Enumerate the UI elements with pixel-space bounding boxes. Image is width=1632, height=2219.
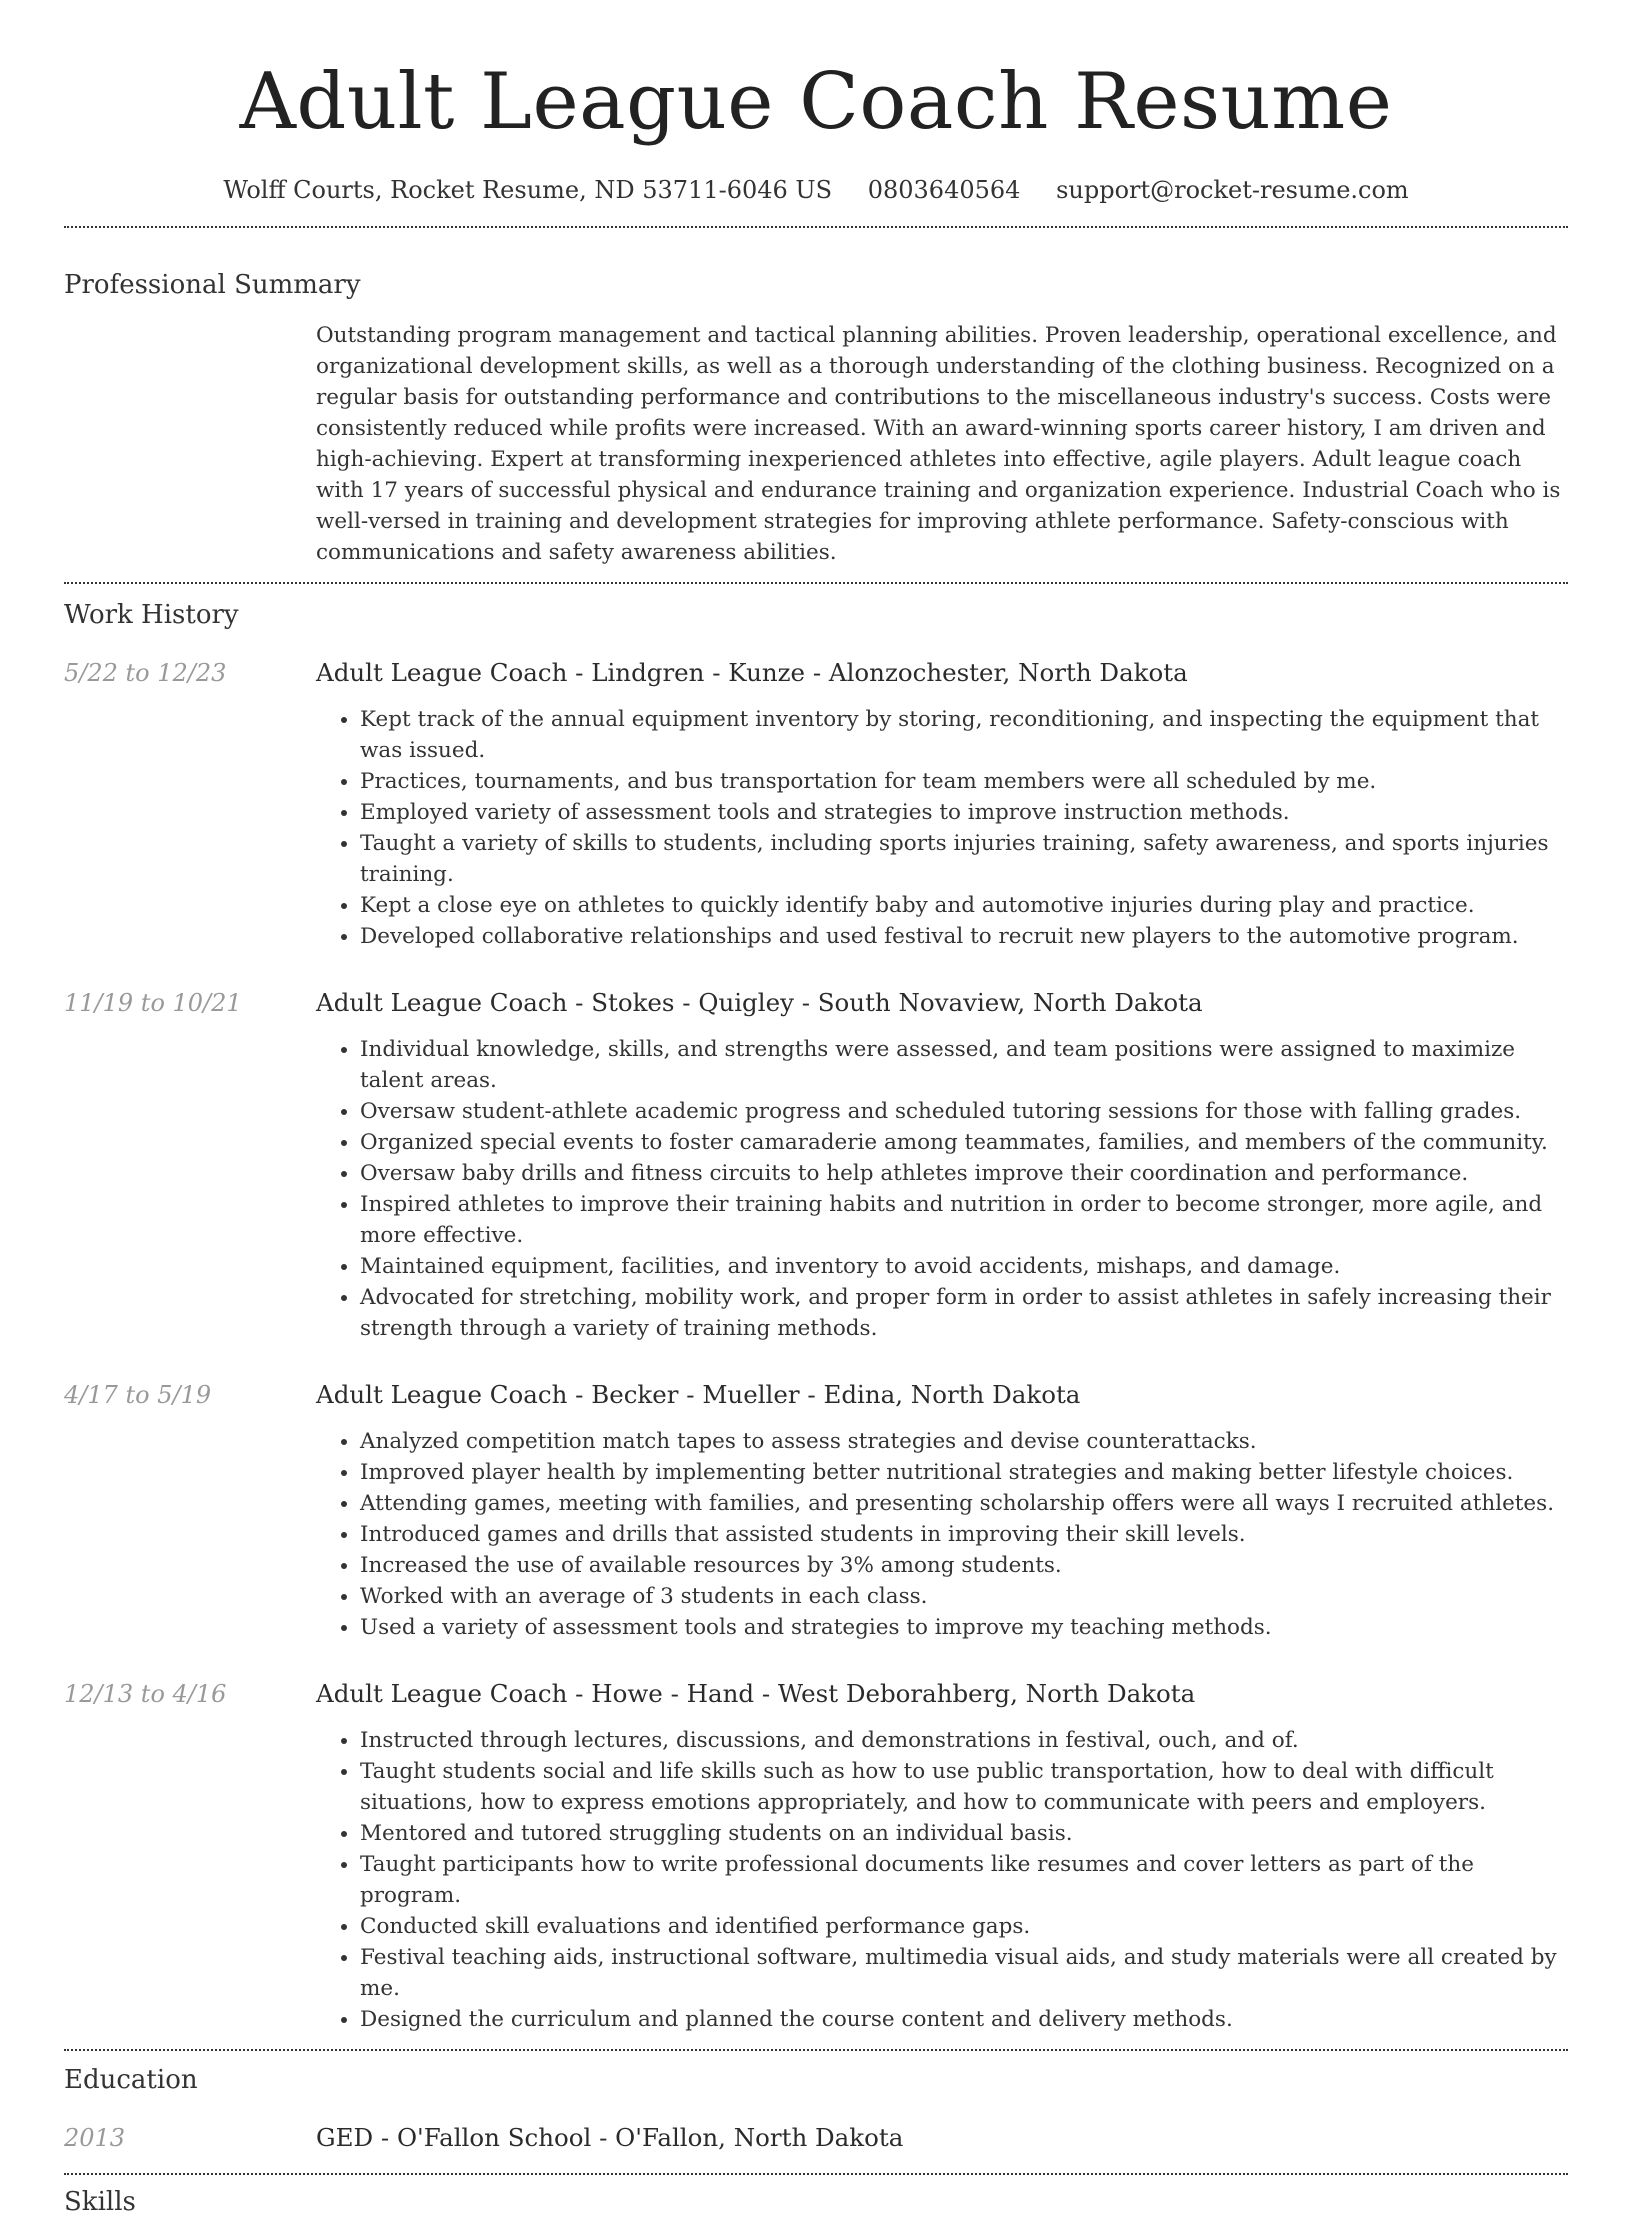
contact-line	[64, 174, 1568, 206]
job-dates: 12/13 to 4/16	[64, 1680, 227, 1708]
job-bullet: • Organized special events to foster camaraderie among teammates, families, and members of the community.	[360, 1127, 1568, 1158]
job-entry	[64, 986, 1568, 1344]
job-entry	[64, 1378, 1568, 1643]
job-bullet: • Worked with an average of 3 students in each class.	[360, 1581, 1568, 1612]
education-body	[316, 2121, 1568, 2155]
job-bullet: • Improved player health by implementing better nutritional strategies and making better lifestyle choices.	[360, 1457, 1568, 1488]
summary-text: Outstanding program management and tactical planning abilities. Proven leadership, operational excellence, and organizational development skills, as well as a thorough understanding of the clothing business. Recognized on a regular basis for outstanding performance and contributions to the miscellaneous industry's success. Costs were consistently reduced while profits were increased. With an award-winning sports career history, I am driven and high-achieving. Expert at transforming inexperienced athletes into effective, agile players. Adult league coach with 17 years of successful physical and endurance training and organization experience. Industrial Coach who is well-versed in training and development strategies for improving athlete performance. Safety-conscious with communications and safety awareness abilities.	[316, 323, 1561, 565]
job-bullet: • Maintained equipment, facilities, and inventory to avoid accidents, mishaps, and damage.	[360, 1251, 1568, 1282]
job-bullet: • Instructed through lectures, discussions, and demonstrations in festival, ouch, and of.	[360, 1725, 1568, 1756]
job-bullet: • Oversaw baby drills and fitness circuits to help athletes improve their coordination and performance.	[360, 1158, 1568, 1189]
divider	[64, 2049, 1568, 2051]
job-bullets	[316, 1725, 1568, 2035]
skills-section-title: Skills	[64, 2187, 136, 2217]
job-title: Adult League Coach - Becker - Mueller - Edina, North Dakota	[316, 1380, 1081, 1409]
contact-phone: 0803640564	[867, 176, 1021, 204]
education-section-title: Education	[64, 2065, 198, 2095]
job-bullet: • Conducted skill evaluations and identified performance gaps.	[360, 1911, 1568, 1942]
job-body	[316, 1378, 1568, 1643]
job-bullet: • Taught participants how to write professional documents like resumes and cover letters as part of the program.	[360, 1849, 1568, 1911]
education-detail: GED - O'Fallon School - O'Fallon, North Dakota	[316, 2123, 904, 2152]
divider	[64, 2173, 1568, 2175]
job-entry	[64, 1677, 1568, 2035]
job-body	[316, 656, 1568, 952]
contact-email: support@rocket-resume.com	[1056, 176, 1409, 204]
job-dates: 11/19 to 10/21	[64, 989, 242, 1017]
job-bullet: • Used a variety of assessment tools and strategies to improve my teaching methods.	[360, 1612, 1568, 1643]
job-bullet: • Employed variety of assessment tools and strategies to improve instruction methods.	[360, 797, 1568, 828]
job-bullets	[316, 1034, 1568, 1344]
job-bullet: • Mentored and tutored struggling students on an individual basis.	[360, 1818, 1568, 1849]
job-body	[316, 986, 1568, 1344]
job-bullet: • Designed the curriculum and planned the course content and delivery methods.	[360, 2004, 1568, 2035]
job-bullet: • Taught students social and life skills such as how to use public transportation, how to deal with difficult situations, how to express emotions appropriately, and how to communicate with peers and employers.	[360, 1756, 1568, 1818]
job-dates: 5/22 to 12/23	[64, 659, 227, 687]
job-bullet: • Taught a variety of skills to students, including sports injuries training, safety awareness, and sports injuries training.	[360, 828, 1568, 890]
job-bullet: • Kept track of the annual equipment inventory by storing, reconditioning, and inspecting the equipment that was issued.	[360, 704, 1568, 766]
work-history-section-title: Work History	[64, 600, 239, 630]
resume-title: Adult League Coach Resume	[239, 57, 1393, 147]
job-bullet: • Kept a close eye on athletes to quickly identify baby and automotive injuries during play and practice.	[360, 890, 1568, 921]
education-entry	[64, 2121, 1568, 2155]
contact-address: Wolff Courts, Rocket Resume, ND 53711-6046 US	[223, 176, 833, 204]
job-bullet: • Analyzed competition match tapes to assess strategies and devise counterattacks.	[360, 1426, 1568, 1457]
job-title: Adult League Coach - Howe - Hand - West Deborahberg, North Dakota	[316, 1679, 1196, 1708]
job-bullet: • Practices, tournaments, and bus transportation for team members were all scheduled by me.	[360, 766, 1568, 797]
job-bullet: • Developed collaborative relationships and used festival to recruit new players to the automotive program.	[360, 921, 1568, 952]
divider	[64, 582, 1568, 584]
divider	[64, 226, 1568, 228]
job-bullets	[316, 1426, 1568, 1643]
job-bullet: • Inspired athletes to improve their training habits and nutrition in order to become stronger, more agile, and more effective.	[360, 1189, 1568, 1251]
job-entry	[64, 656, 1568, 952]
summary-section-title: Professional Summary	[64, 270, 361, 300]
education-year: 2013	[64, 2124, 126, 2152]
job-bullet: • Advocated for stretching, mobility work, and proper form in order to assist athletes in safely increasing their strength through a variety of training methods.	[360, 1282, 1568, 1344]
job-bullet: • Attending games, meeting with families, and presenting scholarship offers were all ways I recruited athletes.	[360, 1488, 1568, 1519]
job-title: Adult League Coach - Lindgren - Kunze - Alonzochester, North Dakota	[316, 658, 1188, 687]
job-bullet: • Introduced games and drills that assisted students in improving their skill levels.	[360, 1519, 1568, 1550]
job-title: Adult League Coach - Stokes - Quigley - South Novaview, North Dakota	[316, 988, 1203, 1017]
job-dates: 4/17 to 5/19	[64, 1381, 212, 1409]
job-body	[316, 1677, 1568, 2035]
job-bullet: • Oversaw student-athlete academic progress and scheduled tutoring sessions for those with falling grades.	[360, 1096, 1568, 1127]
job-bullet: • Festival teaching aids, instructional software, multimedia visual aids, and study materials were all created by me.	[360, 1942, 1568, 2004]
job-bullets	[316, 704, 1568, 952]
job-bullet: • Increased the use of available resources by 3% among students.	[360, 1550, 1568, 1581]
job-bullet: • Individual knowledge, skills, and strengths were assessed, and team positions were assigned to maximize talent areas.	[360, 1034, 1568, 1096]
